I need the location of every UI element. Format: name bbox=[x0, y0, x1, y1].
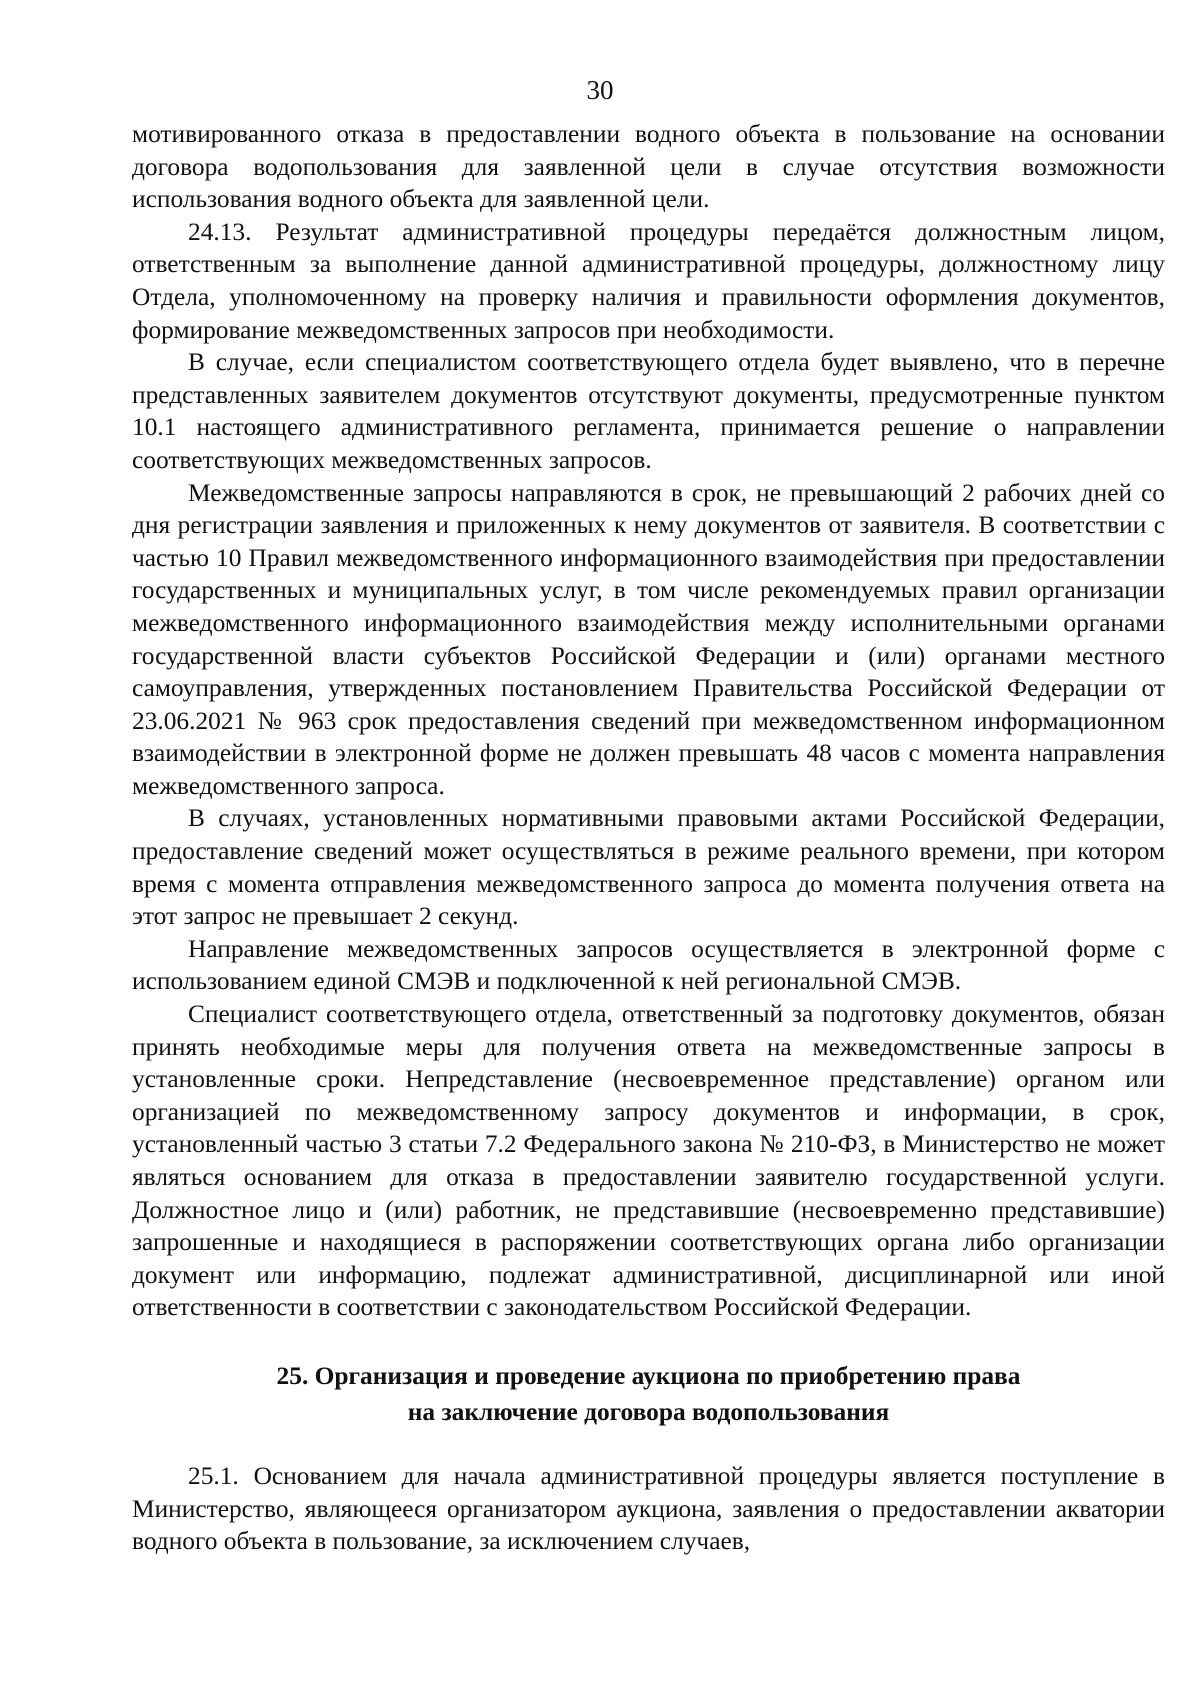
paragraph-continuation: мотивированного отказа в предоставлении водного объекта в пользование на основании договора водопользования для заявленной цели в случае отсутствия возможности использования водного объекта для заявленной цели. bbox=[132, 120, 1165, 214]
paragraph-real-time-mode: В случаях, установленных нормативными правовыми актами Российской Федерации, предоставление сведений может осуществляться в режиме реального времени, при котором время с момента отправления межведомственного запроса до момента получения ответа на этот запрос не превышает 2 секунд. bbox=[132, 804, 1165, 931]
paragraph-25-1: 25.1. Основанием для начала административной процедуры является поступление в Министерство, являющееся организатором аукциона, заявления о предоставлении акватории водного объекта в пользование, за исключением случаев, bbox=[132, 1461, 1165, 1556]
paragraph-specialist-duties: Специалист соответствующего отдела, ответственный за подготовку документов, обязан принять необходимые меры для получения ответа на межведомственные запросы в установленные сроки. Непредставление (несвоевременное представление) органом или организацией по межведомственному запросу документов и информации, в срок, установленный частью 3 статьи 7.2 Федерального закона № 210-ФЗ, в Министерство не может являться основанием для отказа в предоставлении заявителю государственной услуги. Должностное лицо и (или) работник, не представившие (несвоевременно представившие) запрошенные и находящиеся в распоряжении соответствующих органа либо организации документ или информацию, подлежат административной, дисциплинарной или иной ответственности в соответствии с законодательством Российской Федерации. bbox=[132, 1000, 1165, 1322]
section-heading-line-2: на заключение договора водопользования bbox=[407, 1397, 890, 1426]
document-body bbox=[132, 118, 1165, 1558]
paragraph-smev: Направление межведомственных запросов осуществляется в электронной форме с использованием единой СМЭВ и подключенной к ней региональной СМЭВ. bbox=[132, 934, 1165, 996]
section-heading-line-1: 25. Организация и проведение аукциона по приобретению права bbox=[276, 1361, 1021, 1390]
paragraph-interagency-requests-deadline: Межведомственные запросы направляются в срок, не превышающий 2 рабочих дней со дня регистрации заявления и приложенных к нему документов от заявителя. В соответствии с частью 10 Правил межведомственного информационного взаимодействия при предоставлении государственных и муниципальных услуг, в том числе рекомендуемых правил организации межведомственного информационного взаимодействия между исполнительными органами государственной власти субъектов Российской Федерации и (или) органами местного самоуправления, утвержденных постановлением Правительства Российской Федерации от 23.06.2021 № 963 срок предоставления сведений при межведомственном информационном взаимодействии в электронной форме не должен превышать 48 часов с момента направления межведомственного запроса. bbox=[132, 478, 1165, 800]
paragraph-24-13: 24.13. Результат административной процедуры передаётся должностным лицом, ответственным за выполнение данной административной процедуры, должностному лицу Отдела, уполномоченному на проверку наличия и правильности оформления документов, формирование межведомственных запросов при необходимости. bbox=[132, 217, 1165, 344]
section-heading-25 bbox=[132, 1358, 1165, 1430]
page-number: 30 bbox=[586, 75, 614, 105]
paragraph-missing-documents: В случае, если специалистом соответствующего отдела будет выявлено, что в перечне представленных заявителем документов отсутствуют документы, предусмотренные пунктом 10.1 настоящего административного регламента, принимается решение о направлении соответствующих межведомственных запросов. bbox=[132, 348, 1165, 474]
